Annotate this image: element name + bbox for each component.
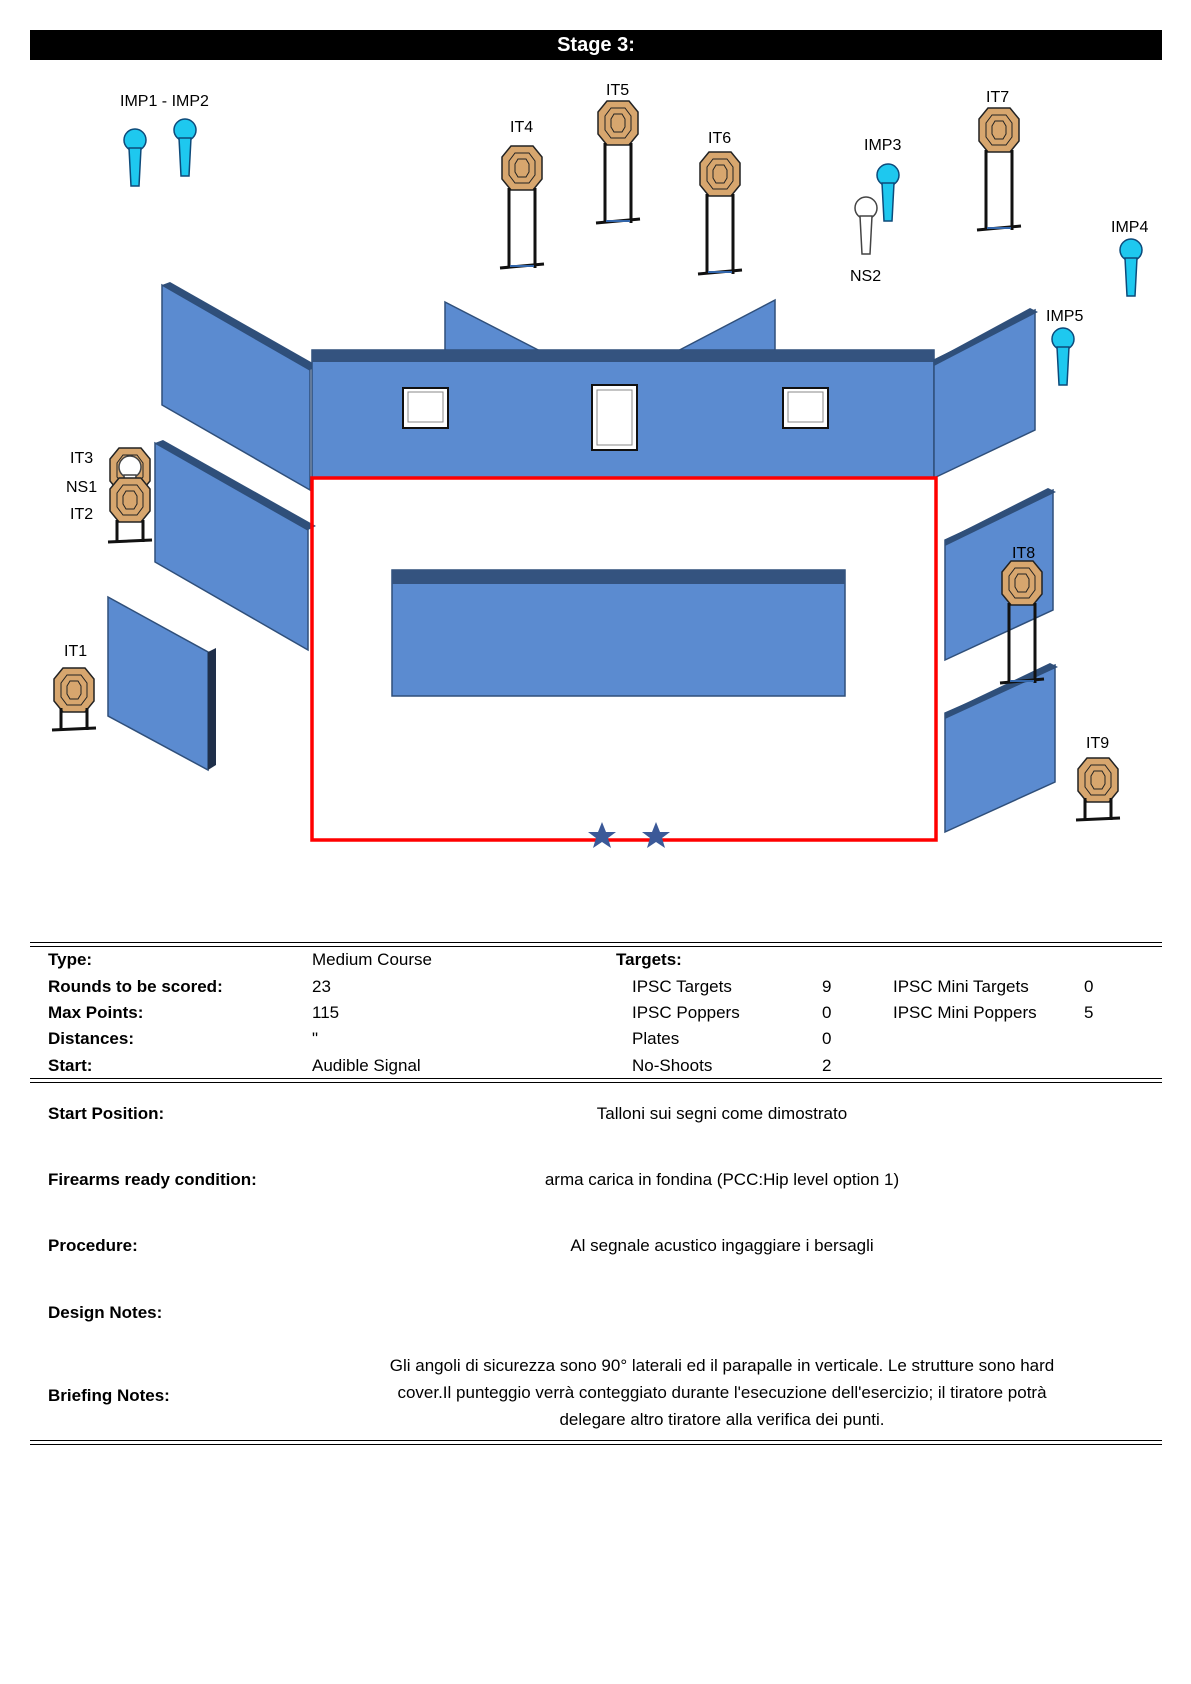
popper-imp4 xyxy=(1120,239,1142,296)
window-center xyxy=(592,385,637,450)
stage-title: Stage 3: xyxy=(30,30,1162,60)
ipsc-poppers-value: 0 xyxy=(822,1003,832,1022)
briefing-notes-label: Briefing Notes: xyxy=(48,1386,170,1405)
type-label: Type: xyxy=(48,950,93,969)
popper-imp5 xyxy=(1052,328,1074,385)
rounds-value: 23 xyxy=(312,977,331,996)
left-lower-wall xyxy=(108,597,216,770)
plates-value: 0 xyxy=(822,1029,832,1048)
no-shoots-value: 2 xyxy=(822,1056,832,1075)
label-it7: IT7 xyxy=(986,89,1010,106)
max-points-label: Max Points: xyxy=(48,1003,144,1022)
start-position-value: Talloni sui segni come dimostrato xyxy=(596,1104,848,1123)
label-it6: IT6 xyxy=(708,130,732,147)
label-it8: IT8 xyxy=(1012,545,1036,562)
ipsc-targets-label: IPSC Targets xyxy=(632,977,732,996)
label-it2: IT2 xyxy=(70,506,94,523)
front-wall xyxy=(312,350,934,478)
ready-condition-value: arma carica in fondina (PCC:Hip level option 1) xyxy=(544,1170,900,1189)
label-it3: IT3 xyxy=(70,450,94,467)
window-right xyxy=(783,388,828,428)
right-upper-wall xyxy=(934,308,1038,478)
start-star-left xyxy=(588,822,616,848)
type-value: Medium Course xyxy=(312,950,432,969)
briefing-notes-line2: cover.Il punteggio verrà conteggiato durante l'esecuzione dell'esercizio; il tiratore potrà xyxy=(397,1383,1047,1402)
right-lower-wall xyxy=(945,663,1058,832)
ipsc-targets-value: 9 xyxy=(822,977,832,996)
target-it6 xyxy=(698,152,742,274)
rounds-label: Rounds to be scored: xyxy=(48,977,223,996)
target-it1 xyxy=(52,668,96,730)
start-position-label: Start Position: xyxy=(48,1104,165,1123)
targets-label: Targets: xyxy=(616,950,682,969)
start-star-right xyxy=(642,822,670,848)
label-ns1: NS1 xyxy=(66,479,98,496)
no-shoots-label: No-Shoots xyxy=(632,1056,713,1075)
distances-value: " xyxy=(312,1029,319,1048)
back-wall-right-wing xyxy=(670,300,775,355)
target-it5 xyxy=(596,101,640,223)
mini-targets-label: IPSC Mini Targets xyxy=(893,977,1029,996)
window-left xyxy=(403,388,448,428)
start-label: Start: xyxy=(48,1056,93,1075)
procedure-value: Al segnale acustico ingaggiare i bersagli xyxy=(570,1236,874,1255)
mini-targets-value: 0 xyxy=(1084,977,1094,996)
label-it1: IT1 xyxy=(64,643,88,660)
label-imp5: IMP5 xyxy=(1046,308,1084,325)
target-it4 xyxy=(500,146,544,268)
back-wall-left-wing xyxy=(445,302,548,355)
design-notes-label: Design Notes: xyxy=(48,1303,163,1322)
label-imp1-imp2: IMP1 - IMP2 xyxy=(120,93,209,110)
no-shoot-ns2 xyxy=(855,197,877,254)
label-imp4: IMP4 xyxy=(1111,219,1149,236)
label-it4: IT4 xyxy=(510,119,534,136)
ready-condition-label: Firearms ready condition: xyxy=(48,1170,257,1189)
popper-imp2 xyxy=(174,119,196,176)
target-it9 xyxy=(1076,758,1120,820)
mini-poppers-value: 5 xyxy=(1084,1003,1094,1022)
target-it2 xyxy=(108,478,152,542)
popper-imp3 xyxy=(877,164,899,221)
target-it7 xyxy=(977,108,1021,230)
label-ns2: NS2 xyxy=(850,268,882,285)
label-it5: IT5 xyxy=(606,82,630,99)
briefing-notes-line1: Gli angoli di sicurezza sono 90° laterali ed il parapalle in verticale. Le strutture sono hard xyxy=(389,1356,1055,1375)
distances-label: Distances: xyxy=(48,1029,134,1048)
briefing-notes-line3: delegare altro tiratore alla verifica dei punti. xyxy=(559,1410,885,1429)
plates-label: Plates xyxy=(632,1029,680,1048)
popper-imp1 xyxy=(124,129,146,186)
label-it9: IT9 xyxy=(1086,735,1110,752)
max-points-value: 115 xyxy=(312,1003,340,1022)
procedure-label: Procedure: xyxy=(48,1236,138,1255)
center-barricade xyxy=(392,570,845,696)
mini-poppers-label: IPSC Mini Poppers xyxy=(893,1003,1037,1022)
start-value: Audible Signal xyxy=(312,1056,421,1075)
label-imp3: IMP3 xyxy=(864,137,902,154)
ipsc-poppers-label: IPSC Poppers xyxy=(632,1003,740,1022)
